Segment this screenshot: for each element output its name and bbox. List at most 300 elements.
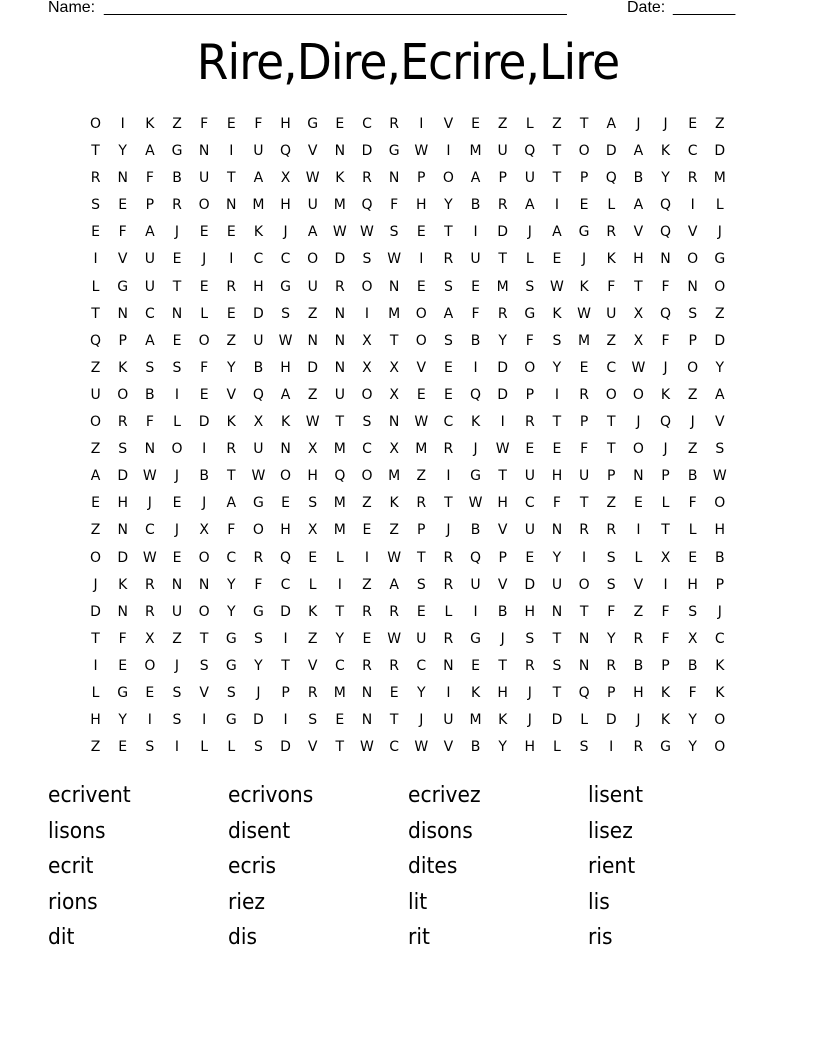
grid-letter[interactable]: E — [172, 332, 182, 349]
grid-letter[interactable]: J — [636, 116, 641, 132]
grid-letter[interactable]: Y — [688, 712, 697, 729]
grid-letter[interactable]: S — [688, 603, 698, 620]
grid-letter[interactable]: U — [171, 603, 183, 620]
grid-letter[interactable]: H — [714, 522, 726, 539]
grid-letter[interactable]: J — [147, 495, 152, 512]
grid-letter[interactable]: Z — [687, 386, 698, 403]
grid-letter[interactable]: J — [473, 441, 478, 458]
grid-letter[interactable]: F — [254, 116, 263, 132]
grid-letter[interactable]: E — [416, 278, 426, 295]
grid-letter[interactable]: Q — [280, 143, 292, 160]
grid-letter[interactable]: M — [469, 712, 482, 729]
grid-letter[interactable]: A — [470, 170, 481, 187]
grid-letter[interactable]: R — [416, 495, 427, 512]
grid-letter[interactable]: S — [715, 441, 725, 458]
grid-letter[interactable]: I — [554, 386, 560, 403]
grid-letter[interactable]: S — [199, 657, 209, 674]
grid-letter[interactable]: F — [661, 278, 670, 295]
grid-letter[interactable]: O — [90, 549, 102, 566]
grid-letter[interactable]: S — [389, 224, 399, 241]
grid-letter[interactable]: K — [118, 359, 128, 376]
grid-letter[interactable]: E — [91, 495, 100, 512]
grid-letter[interactable]: P — [688, 332, 697, 349]
grid-letter[interactable]: D — [307, 359, 319, 376]
grid-letter[interactable]: E — [525, 549, 535, 566]
grid-letter[interactable]: B — [145, 386, 155, 403]
grid-letter[interactable]: S — [253, 739, 263, 756]
grid-letter[interactable]: R — [633, 739, 644, 756]
grid-letter[interactable]: F — [688, 495, 697, 512]
grid-letter[interactable]: W — [278, 332, 293, 349]
grid-letter[interactable]: Q — [90, 332, 102, 349]
grid-letter[interactable]: X — [307, 522, 318, 539]
grid-letter[interactable]: T — [661, 522, 670, 539]
grid-letter[interactable]: N — [578, 630, 590, 647]
grid-letter[interactable]: K — [145, 116, 155, 132]
grid-letter[interactable]: B — [687, 657, 698, 674]
grid-letter[interactable]: K — [308, 603, 318, 620]
grid-letter[interactable]: I — [473, 603, 478, 620]
grid-letter[interactable]: D — [605, 143, 617, 160]
grid-letter[interactable]: D — [117, 549, 129, 566]
grid-letter[interactable]: Q — [470, 386, 482, 403]
grid-letter[interactable]: E — [552, 251, 562, 268]
grid-letter[interactable]: G — [225, 657, 237, 674]
grid-letter[interactable]: D — [90, 603, 101, 620]
grid-letter[interactable]: E — [308, 549, 318, 566]
grid-letter[interactable]: O — [415, 305, 427, 322]
grid-letter[interactable]: E — [362, 522, 372, 539]
grid-letter[interactable]: U — [334, 386, 345, 403]
grid-letter[interactable]: I — [554, 197, 560, 214]
grid-letter[interactable]: U — [144, 251, 155, 268]
grid-letter[interactable]: N — [334, 332, 346, 349]
grid-letter[interactable]: E — [172, 251, 182, 268]
grid-letter[interactable]: F — [227, 522, 236, 539]
grid-letter[interactable]: D — [280, 603, 291, 620]
grid-letter[interactable]: R — [90, 170, 101, 187]
grid-letter[interactable]: O — [714, 278, 726, 295]
grid-letter[interactable]: N — [171, 576, 183, 593]
grid-letter[interactable]: E — [172, 549, 182, 566]
grid-letter[interactable]: V — [307, 739, 318, 756]
grid-letter[interactable]: O — [415, 332, 427, 349]
grid-letter[interactable]: N — [388, 278, 400, 295]
grid-letter[interactable]: C — [416, 657, 427, 674]
grid-letter[interactable]: Y — [254, 657, 263, 674]
grid-letter[interactable]: E — [443, 359, 453, 376]
grid-letter[interactable]: Y — [552, 359, 562, 376]
grid-letter[interactable]: Z — [307, 630, 318, 647]
grid-letter[interactable]: O — [361, 386, 373, 403]
grid-letter[interactable]: S — [226, 684, 236, 701]
grid-letter[interactable]: I — [202, 441, 207, 458]
grid-letter[interactable]: Q — [660, 224, 672, 241]
grid-letter[interactable]: T — [579, 603, 589, 620]
grid-letter[interactable]: I — [419, 251, 424, 268]
grid-letter[interactable]: E — [226, 116, 236, 132]
grid-letter[interactable]: D — [524, 576, 536, 593]
grid-letter[interactable]: L — [634, 549, 643, 566]
grid-letter[interactable]: G — [117, 684, 129, 701]
grid-letter[interactable]: B — [199, 468, 209, 485]
grid-letter[interactable]: A — [552, 224, 562, 241]
grid-letter[interactable]: O — [198, 332, 210, 349]
grid-letter[interactable]: W — [251, 468, 266, 485]
grid-letter[interactable]: J — [582, 251, 587, 268]
grid-letter[interactable]: T — [579, 495, 589, 512]
grid-letter[interactable]: L — [715, 197, 724, 214]
grid-letter[interactable]: S — [416, 576, 426, 593]
grid-letter[interactable]: M — [333, 495, 346, 512]
grid-letter[interactable]: H — [415, 197, 427, 214]
grid-letter[interactable]: J — [663, 441, 668, 458]
grid-letter[interactable]: E — [688, 549, 698, 566]
grid-letter[interactable]: Z — [633, 603, 644, 620]
grid-letter[interactable]: N — [443, 657, 454, 674]
grid-letter[interactable]: K — [715, 684, 725, 701]
grid-letter[interactable]: J — [446, 522, 451, 539]
grid-letter[interactable]: M — [469, 143, 482, 160]
grid-letter[interactable]: D — [497, 386, 509, 403]
grid-letter[interactable]: Y — [226, 359, 236, 376]
grid-letter[interactable]: G — [578, 224, 590, 241]
grid-letter[interactable]: Q — [252, 386, 264, 403]
grid-letter[interactable]: M — [388, 305, 401, 322]
grid-letter[interactable]: N — [551, 603, 563, 620]
grid-letter[interactable]: E — [416, 386, 426, 403]
grid-letter[interactable]: R — [362, 170, 372, 187]
grid-letter[interactable]: R — [389, 603, 399, 620]
grid-letter[interactable]: Z — [90, 359, 101, 376]
grid-letter[interactable]: O — [117, 386, 129, 403]
grid-letter[interactable]: I — [229, 251, 234, 268]
grid-letter[interactable]: L — [335, 549, 344, 566]
grid-letter[interactable]: W — [142, 468, 157, 485]
grid-letter[interactable]: G — [171, 143, 183, 160]
grid-letter[interactable]: D — [253, 712, 264, 729]
grid-letter[interactable]: O — [171, 441, 183, 458]
grid-letter[interactable]: B — [470, 332, 481, 349]
grid-letter[interactable]: U — [90, 386, 101, 403]
grid-letter[interactable]: K — [552, 305, 562, 322]
grid-letter[interactable]: Z — [606, 332, 617, 349]
grid-letter[interactable]: N — [388, 170, 400, 187]
grid-letter[interactable]: A — [715, 386, 725, 403]
grid-letter[interactable]: Z — [715, 305, 725, 322]
grid-letter[interactable]: R — [144, 603, 155, 620]
grid-letter[interactable]: L — [200, 739, 209, 756]
grid-letter[interactable]: O — [90, 414, 102, 431]
grid-letter[interactable]: S — [172, 684, 182, 701]
grid-letter[interactable]: C — [714, 630, 725, 647]
grid-letter[interactable]: O — [578, 143, 590, 160]
grid-letter[interactable]: A — [307, 224, 318, 241]
grid-letter[interactable]: U — [470, 251, 481, 268]
grid-letter[interactable]: Z — [307, 305, 318, 322]
grid-letter[interactable]: R — [389, 116, 399, 132]
grid-letter[interactable]: A — [253, 170, 264, 187]
grid-letter[interactable]: G — [117, 278, 129, 295]
grid-letter[interactable]: Y — [226, 603, 236, 620]
grid-letter[interactable]: C — [389, 739, 399, 756]
grid-letter[interactable]: T — [91, 630, 100, 647]
grid-letter[interactable]: P — [661, 657, 670, 674]
grid-letter[interactable]: M — [713, 170, 726, 187]
grid-letter[interactable]: F — [118, 224, 127, 241]
grid-letter[interactable]: L — [444, 603, 453, 620]
grid-letter[interactable]: T — [552, 414, 562, 431]
grid-letter[interactable]: J — [636, 712, 641, 729]
grid-letter[interactable]: Z — [362, 576, 372, 593]
grid-letter[interactable]: S — [525, 630, 535, 647]
grid-letter[interactable]: T — [444, 495, 453, 512]
grid-letter[interactable]: I — [446, 468, 451, 485]
grid-letter[interactable]: J — [283, 224, 288, 241]
grid-letter[interactable]: U — [470, 576, 481, 593]
grid-letter[interactable]: F — [525, 332, 534, 349]
grid-letter[interactable]: J — [663, 116, 668, 132]
grid-letter[interactable]: X — [199, 522, 209, 539]
grid-letter[interactable]: Q — [660, 414, 672, 431]
grid-letter[interactable]: M — [415, 441, 428, 458]
grid-letter[interactable]: S — [253, 630, 263, 647]
grid-letter[interactable]: L — [308, 576, 317, 593]
grid-letter[interactable]: P — [281, 684, 290, 701]
grid-letter[interactable]: B — [470, 197, 481, 214]
grid-letter[interactable]: W — [387, 549, 402, 566]
grid-letter[interactable]: Q — [361, 197, 373, 214]
grid-letter[interactable]: N — [633, 468, 644, 485]
grid-letter[interactable]: Z — [90, 441, 101, 458]
grid-letter[interactable]: F — [661, 332, 670, 349]
grid-letter[interactable]: R — [579, 386, 589, 403]
grid-letter[interactable]: I — [283, 630, 288, 647]
grid-letter[interactable]: R — [606, 522, 617, 539]
grid-letter[interactable]: N — [388, 414, 400, 431]
grid-letter[interactable]: V — [443, 116, 454, 132]
grid-letter[interactable]: V — [443, 739, 454, 756]
grid-letter[interactable]: W — [305, 414, 320, 431]
grid-letter[interactable]: J — [93, 576, 98, 593]
grid-letter[interactable]: T — [226, 468, 236, 485]
grid-letter[interactable]: B — [470, 522, 481, 539]
grid-letter[interactable]: O — [361, 468, 373, 485]
grid-letter[interactable]: Q — [605, 170, 617, 187]
grid-letter[interactable]: O — [198, 197, 210, 214]
grid-letter[interactable]: Z — [172, 630, 182, 647]
grid-letter[interactable]: N — [361, 712, 373, 729]
grid-letter[interactable]: R — [307, 684, 318, 701]
grid-letter[interactable]: V — [497, 576, 508, 593]
grid-letter[interactable]: S — [443, 332, 453, 349]
grid-letter[interactable]: Q — [470, 549, 482, 566]
grid-letter[interactable]: P — [498, 170, 507, 187]
grid-letter[interactable]: K — [606, 251, 616, 268]
grid-letter[interactable]: R — [443, 576, 454, 593]
grid-letter[interactable]: Z — [416, 468, 427, 485]
grid-letter[interactable]: S — [362, 414, 372, 431]
grid-letter[interactable]: E — [199, 278, 209, 295]
grid-letter[interactable]: P — [498, 549, 507, 566]
grid-letter[interactable]: Z — [687, 441, 698, 458]
grid-letter[interactable]: I — [446, 143, 451, 160]
grid-letter[interactable]: E — [552, 441, 562, 458]
grid-letter[interactable]: S — [525, 278, 535, 295]
grid-letter[interactable]: H — [497, 495, 508, 512]
grid-letter[interactable]: D — [497, 224, 509, 241]
grid-letter[interactable]: G — [470, 468, 481, 485]
grid-letter[interactable]: A — [90, 468, 101, 485]
grid-letter[interactable]: N — [198, 143, 210, 160]
grid-letter[interactable]: O — [632, 386, 644, 403]
grid-letter[interactable]: R — [443, 441, 454, 458]
grid-letter[interactable]: A — [633, 143, 644, 160]
grid-letter[interactable]: T — [389, 332, 399, 349]
grid-letter[interactable]: N — [578, 657, 590, 674]
grid-letter[interactable]: X — [389, 359, 399, 376]
grid-letter[interactable]: B — [715, 549, 725, 566]
grid-letter[interactable]: T — [498, 251, 507, 268]
grid-letter[interactable]: Z — [389, 522, 399, 539]
grid-letter[interactable]: H — [551, 468, 563, 485]
grid-letter[interactable]: H — [90, 712, 101, 729]
grid-letter[interactable]: V — [416, 359, 427, 376]
grid-letter[interactable]: B — [470, 739, 481, 756]
grid-letter[interactable]: R — [226, 278, 237, 295]
grid-letter[interactable]: V — [307, 657, 318, 674]
grid-letter[interactable]: G — [524, 305, 536, 322]
grid-letter[interactable]: O — [90, 116, 102, 132]
grid-letter[interactable]: R — [497, 197, 508, 214]
grid-letter[interactable]: U — [144, 278, 155, 295]
grid-letter[interactable]: Z — [90, 739, 101, 756]
grid-letter[interactable]: P — [607, 468, 616, 485]
grid-letter[interactable]: O — [442, 170, 454, 187]
grid-letter[interactable]: T — [199, 630, 209, 647]
grid-letter[interactable]: X — [362, 359, 372, 376]
grid-letter[interactable]: H — [524, 739, 536, 756]
grid-letter[interactable]: F — [200, 116, 209, 132]
grid-letter[interactable]: N — [334, 305, 346, 322]
grid-letter[interactable]: O — [307, 251, 319, 268]
grid-letter[interactable]: O — [252, 522, 264, 539]
grid-letter[interactable]: Y — [661, 170, 670, 187]
grid-letter[interactable]: I — [364, 549, 370, 566]
grid-letter[interactable]: F — [118, 630, 127, 647]
grid-letter[interactable]: S — [145, 359, 155, 376]
grid-letter[interactable]: J — [202, 251, 207, 268]
grid-letter[interactable]: Y — [606, 630, 616, 647]
grid-letter[interactable]: V — [715, 414, 725, 431]
grid-letter[interactable]: G — [225, 630, 237, 647]
grid-letter[interactable]: E — [118, 197, 128, 214]
grid-letter[interactable]: I — [446, 684, 451, 701]
grid-letter[interactable]: P — [579, 414, 589, 431]
grid-letter[interactable]: W — [414, 739, 429, 756]
grid-letter[interactable]: O — [524, 359, 536, 376]
grid-letter[interactable]: L — [661, 495, 670, 512]
grid-letter[interactable]: R — [362, 657, 372, 674]
grid-letter[interactable]: I — [93, 657, 98, 674]
grid-letter[interactable]: H — [280, 359, 291, 376]
grid-letter[interactable]: T — [634, 278, 643, 295]
grid-letter[interactable]: E — [281, 495, 290, 512]
grid-letter[interactable]: P — [579, 170, 589, 187]
grid-letter[interactable]: B — [253, 359, 264, 376]
grid-letter[interactable]: J — [500, 630, 505, 647]
grid-letter[interactable]: Y — [498, 332, 507, 349]
grid-letter[interactable]: E — [688, 116, 698, 132]
grid-letter[interactable]: Z — [552, 116, 562, 132]
grid-letter[interactable]: S — [579, 739, 589, 756]
grid-letter[interactable]: S — [172, 359, 182, 376]
grid-letter[interactable]: J — [717, 603, 722, 620]
grid-letter[interactable]: E — [389, 684, 399, 701]
grid-letter[interactable]: Y — [715, 359, 725, 376]
grid-letter[interactable]: I — [283, 712, 288, 729]
grid-letter[interactable]: K — [660, 386, 671, 403]
grid-letter[interactable]: J — [636, 414, 641, 431]
grid-letter[interactable]: X — [389, 386, 399, 403]
grid-letter[interactable]: G — [280, 278, 291, 295]
grid-letter[interactable]: V — [307, 143, 318, 160]
grid-letter[interactable]: I — [663, 576, 668, 593]
grid-letter[interactable]: R — [606, 657, 617, 674]
grid-letter[interactable]: K — [253, 224, 263, 241]
grid-letter[interactable]: J — [174, 657, 180, 674]
grid-letter[interactable]: M — [333, 197, 346, 214]
grid-letter[interactable]: T — [606, 441, 616, 458]
grid-letter[interactable]: T — [226, 170, 236, 187]
grid-letter[interactable]: C — [226, 549, 237, 566]
grid-letter[interactable]: T — [416, 549, 426, 566]
grid-letter[interactable]: Z — [715, 116, 725, 132]
grid-letter[interactable]: N — [171, 305, 183, 322]
grid-letter[interactable]: V — [497, 522, 508, 539]
grid-letter[interactable]: N — [334, 359, 346, 376]
grid-letter[interactable]: H — [524, 603, 536, 620]
grid-letter[interactable]: W — [305, 170, 320, 187]
grid-letter[interactable]: N — [660, 251, 671, 268]
grid-letter[interactable]: K — [470, 684, 481, 701]
grid-letter[interactable]: F — [471, 305, 480, 322]
grid-letter[interactable]: D — [714, 332, 726, 349]
grid-letter[interactable]: X — [389, 441, 399, 458]
grid-letter[interactable]: S — [606, 576, 616, 593]
grid-letter[interactable]: O — [714, 739, 726, 756]
grid-letter[interactable]: U — [307, 197, 318, 214]
grid-letter[interactable]: L — [553, 739, 561, 756]
grid-letter[interactable]: O — [687, 251, 699, 268]
grid-letter[interactable]: M — [578, 332, 591, 349]
grid-letter[interactable]: V — [117, 251, 128, 268]
grid-letter[interactable]: L — [688, 522, 697, 539]
grid-letter[interactable]: E — [416, 603, 426, 620]
grid-letter[interactable]: S — [362, 251, 372, 268]
grid-letter[interactable]: R — [172, 197, 182, 214]
grid-letter[interactable]: F — [145, 414, 154, 431]
grid-letter[interactable]: E — [579, 359, 589, 376]
grid-letter[interactable]: H — [280, 116, 291, 132]
grid-letter[interactable]: F — [254, 576, 263, 593]
grid-letter[interactable]: F — [661, 630, 670, 647]
grid-letter[interactable]: S — [308, 495, 318, 512]
grid-letter[interactable]: T — [579, 116, 589, 132]
grid-letter[interactable]: W — [495, 441, 510, 458]
grid-letter[interactable]: N — [226, 197, 237, 214]
grid-letter[interactable]: F — [688, 684, 697, 701]
